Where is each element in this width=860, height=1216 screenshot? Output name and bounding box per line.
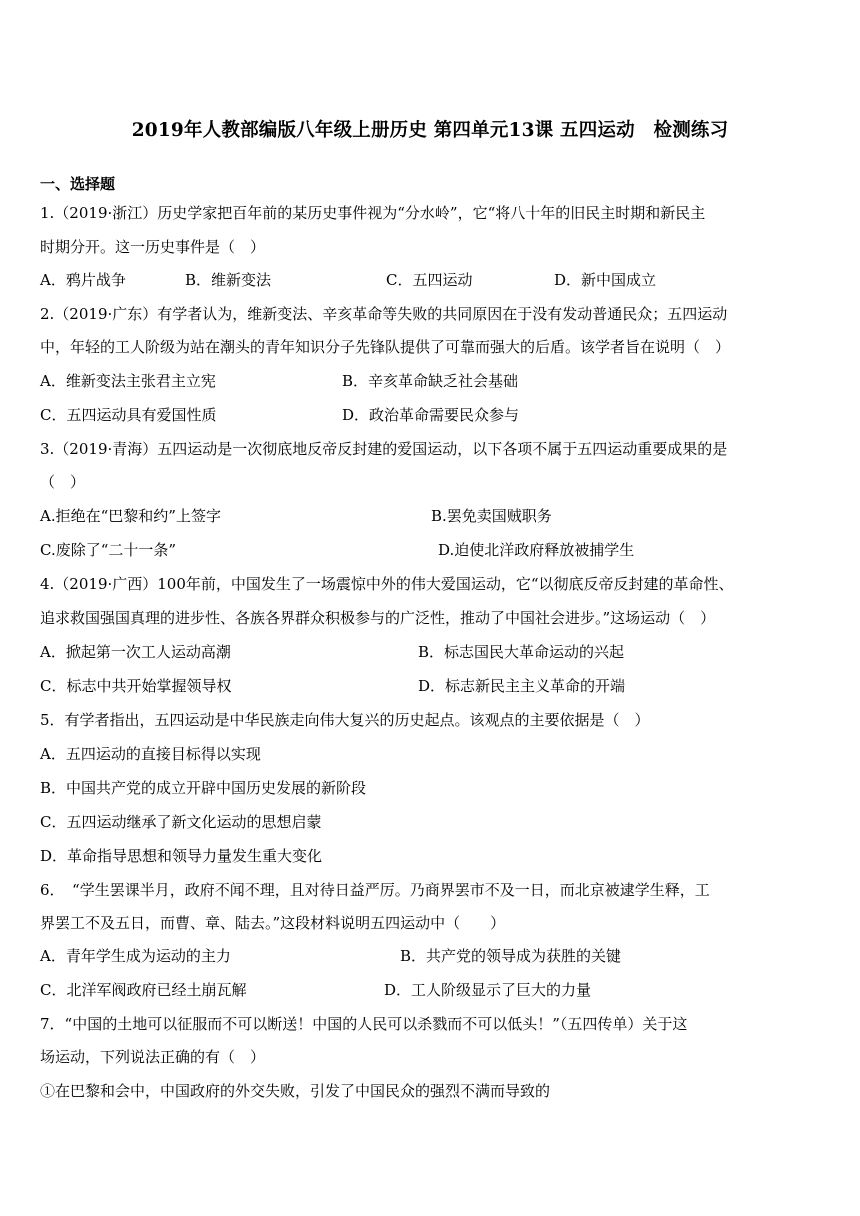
q1-stem-line2: 时期分开。这一历史事件是（ ）	[40, 238, 266, 256]
q3-stem-line1: 3.（2019·青海）五四运动是一次彻底地反帝反封建的爱国运动，以下各项不属于五四运动重要成果的是	[40, 440, 728, 458]
q7-statement-1: ①在巴黎和会中，中国政府的外交失败，引发了中国民众的强烈不满而导致的	[40, 1082, 551, 1100]
q3-option-b: B.罢免卖国贼职务	[431, 507, 552, 525]
q6-option-a: A．青年学生成为运动的主力	[40, 947, 231, 965]
q5-stem-line1: 5．有学者指出，五四运动是中华民族走向伟大复兴的历史起点。该观点的主要依据是（ ）	[40, 711, 650, 729]
q3-option-c: C.废除了“二十一条”	[40, 541, 177, 559]
q5-option-b: B．中国共产党的成立开辟中国历史发展的新阶段	[40, 779, 367, 797]
q2-option-c: C．五四运动具有爱国性质	[40, 406, 217, 424]
section-heading: 一、选择题	[40, 175, 116, 193]
q1-option-a: A．鸦片战争	[40, 271, 126, 289]
q2-option-b: B．辛亥革命缺乏社会基础	[342, 372, 519, 390]
q5-option-d: D．革命指导思想和领导力量发生重大变化	[40, 847, 323, 865]
q4-stem-line2: 追求救国强国真理的进步性、各族各界群众积极参与的广泛性，推动了中国社会进步。”这场运动（ ）	[40, 609, 716, 627]
q1-option-c: C．五四运动	[386, 271, 473, 289]
q4-option-a: A．掀起第一次工人运动高潮	[40, 643, 231, 661]
q6-option-b: B．共产党的领导成为获胜的关键	[400, 947, 622, 965]
q6-stem-line1: 6． “学生罢课半月，政府不闻不理，且对待日益严厉。乃商界罢市不及一日，而北京被逮学生释，工	[40, 881, 710, 899]
q4-option-b: B．标志国民大革命运动的兴起	[418, 643, 625, 661]
q6-option-c: C．北洋军阀政府已经土崩瓦解	[40, 981, 247, 999]
q3-stem-line2: （ ）	[40, 473, 86, 491]
q2-stem-line1: 2.（2019·广东）有学者认为，维新变法、辛亥革命等失败的共同原因在于没有发动普通民众；五四运动	[40, 305, 728, 323]
q3-option-a: A.拒绝在“巴黎和约”上签字	[40, 507, 221, 525]
q4-stem-line1: 4.（2019·广西）100年前，中国发生了一场震惊中外的伟大爱国运动，它“以彻底反帝反封建的革命性、	[40, 575, 734, 593]
q2-option-d: D．政治革命需要民众参与	[342, 406, 520, 424]
q4-option-c: C．标志中共开始掌握领导权	[40, 677, 232, 695]
q2-option-a: A．维新变法主张君主立宪	[40, 372, 216, 390]
q7-stem-line1: 7．“中国的土地可以征服而不可以断送！中国的人民可以杀戮而不可以低头！”（五四传单）关于这	[40, 1015, 688, 1033]
q4-option-d: D．标志新民主主义革命的开端	[418, 677, 626, 695]
q6-stem-line2: 界罢工不及五日，而曹、章、陆去。”这段材料说明五四运动中（ ）	[40, 914, 506, 932]
q5-option-a: A．五四运动的直接目标得以实现	[40, 745, 261, 763]
q1-stem-line1: 1.（2019·浙江）历史学家把百年前的某历史事件视为“分水岭”，它“将八十年的旧民主时期和新民主	[40, 204, 706, 222]
q1-option-b: B．维新变法	[185, 271, 272, 289]
q5-option-c: C．五四运动继承了新文化运动的思想启蒙	[40, 813, 322, 831]
page-title: 2019年人教部编版八年级上册历史 第四单元13课 五四运动 检测练习	[131, 120, 729, 141]
q7-stem-line2: 场运动，下列说法正确的有（ ）	[40, 1048, 266, 1066]
q1-option-d: D．新中国成立	[554, 271, 657, 289]
q6-option-d: D．工人阶级显示了巨大的力量	[384, 981, 592, 999]
q3-option-d: D.迫使北洋政府释放被捕学生	[438, 541, 635, 559]
q2-stem-line2: 中，年轻的工人阶级为站在潮头的青年知识分子先锋队提供了可靠而强大的后盾。该学者旨在说明（ ）	[40, 338, 731, 356]
